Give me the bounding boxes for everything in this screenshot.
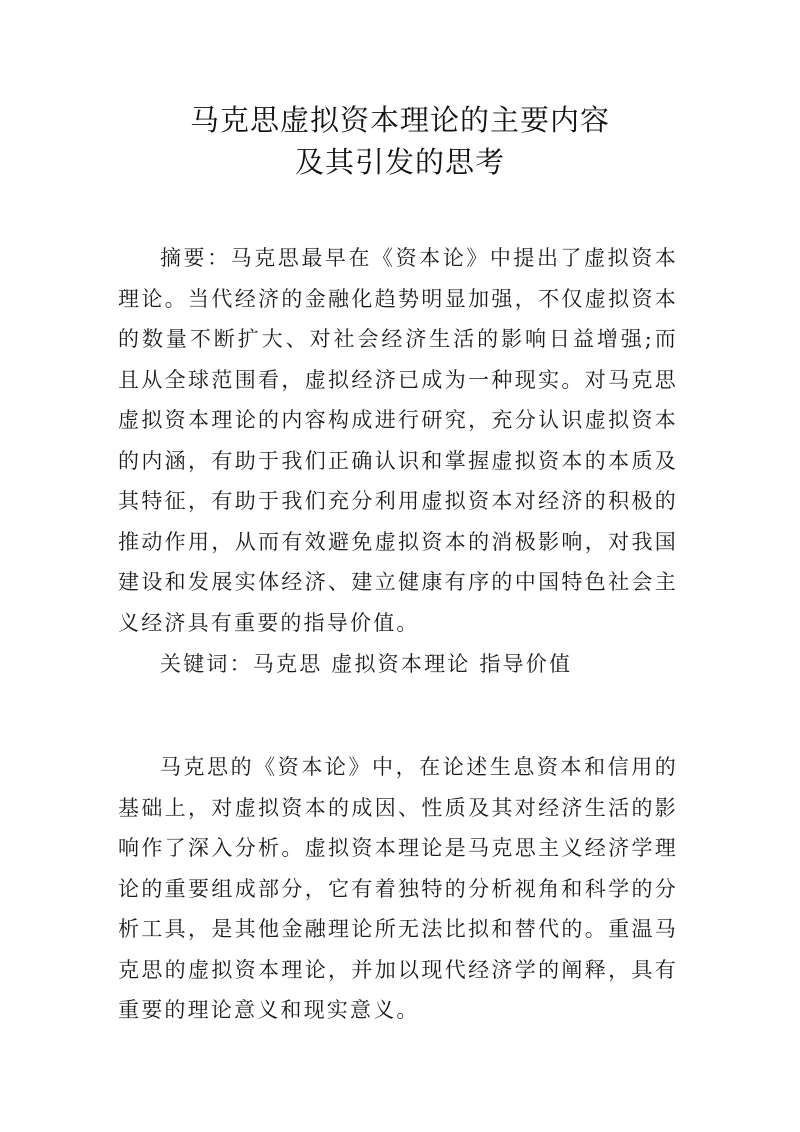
body-section <box>118 747 678 1031</box>
body-paragraph: 马克思的《资本论》中，在论述生息资本和信用的基础上，对虚拟资本的成因、性质及其对经济生活的影响作了深入分析。虚拟资本理论是马克思主义经济学理论的重要组成部分，它有着独特的分析视角和科学的分析工具，是其他金融理论所无法比拟和替代的。重温马克思的虚拟资本理论，并加以现代经济学的阐释，具有重要的理论意义和现实意义。 <box>118 755 678 1022</box>
keywords-line: 关键词：马克思 虚拟资本理论 指导价值 <box>160 652 573 676</box>
document-title-line-1: 马克思虚拟资本理论的主要内容 <box>189 103 610 137</box>
abstract-section <box>118 238 678 643</box>
keywords-section <box>118 644 678 685</box>
document-title-line-2: 及其引发的思考 <box>294 145 505 179</box>
abstract-paragraph: 摘要：马克思最早在《资本论》中提出了虚拟资本理论。当代经济的金融化趋势明显加强，不仅虚拟资本的数量不断扩大、对社会经济生活的影响日益增强;而且从全球范围看，虚拟经济已成为一种现实。对马克思虚拟资本理论的内容构成进行研究，充分认识虚拟资本的内涵，有助于我们正确认识和掌握虚拟资本的本质及其特征，有助于我们充分利用虚拟资本对经济的积极的推动作用，从而有效避免虚拟资本的消极影响，对我国建设和发展实体经济、建立健康有序的中国特色社会主义经济具有重要的指导价值。 <box>118 246 678 635</box>
